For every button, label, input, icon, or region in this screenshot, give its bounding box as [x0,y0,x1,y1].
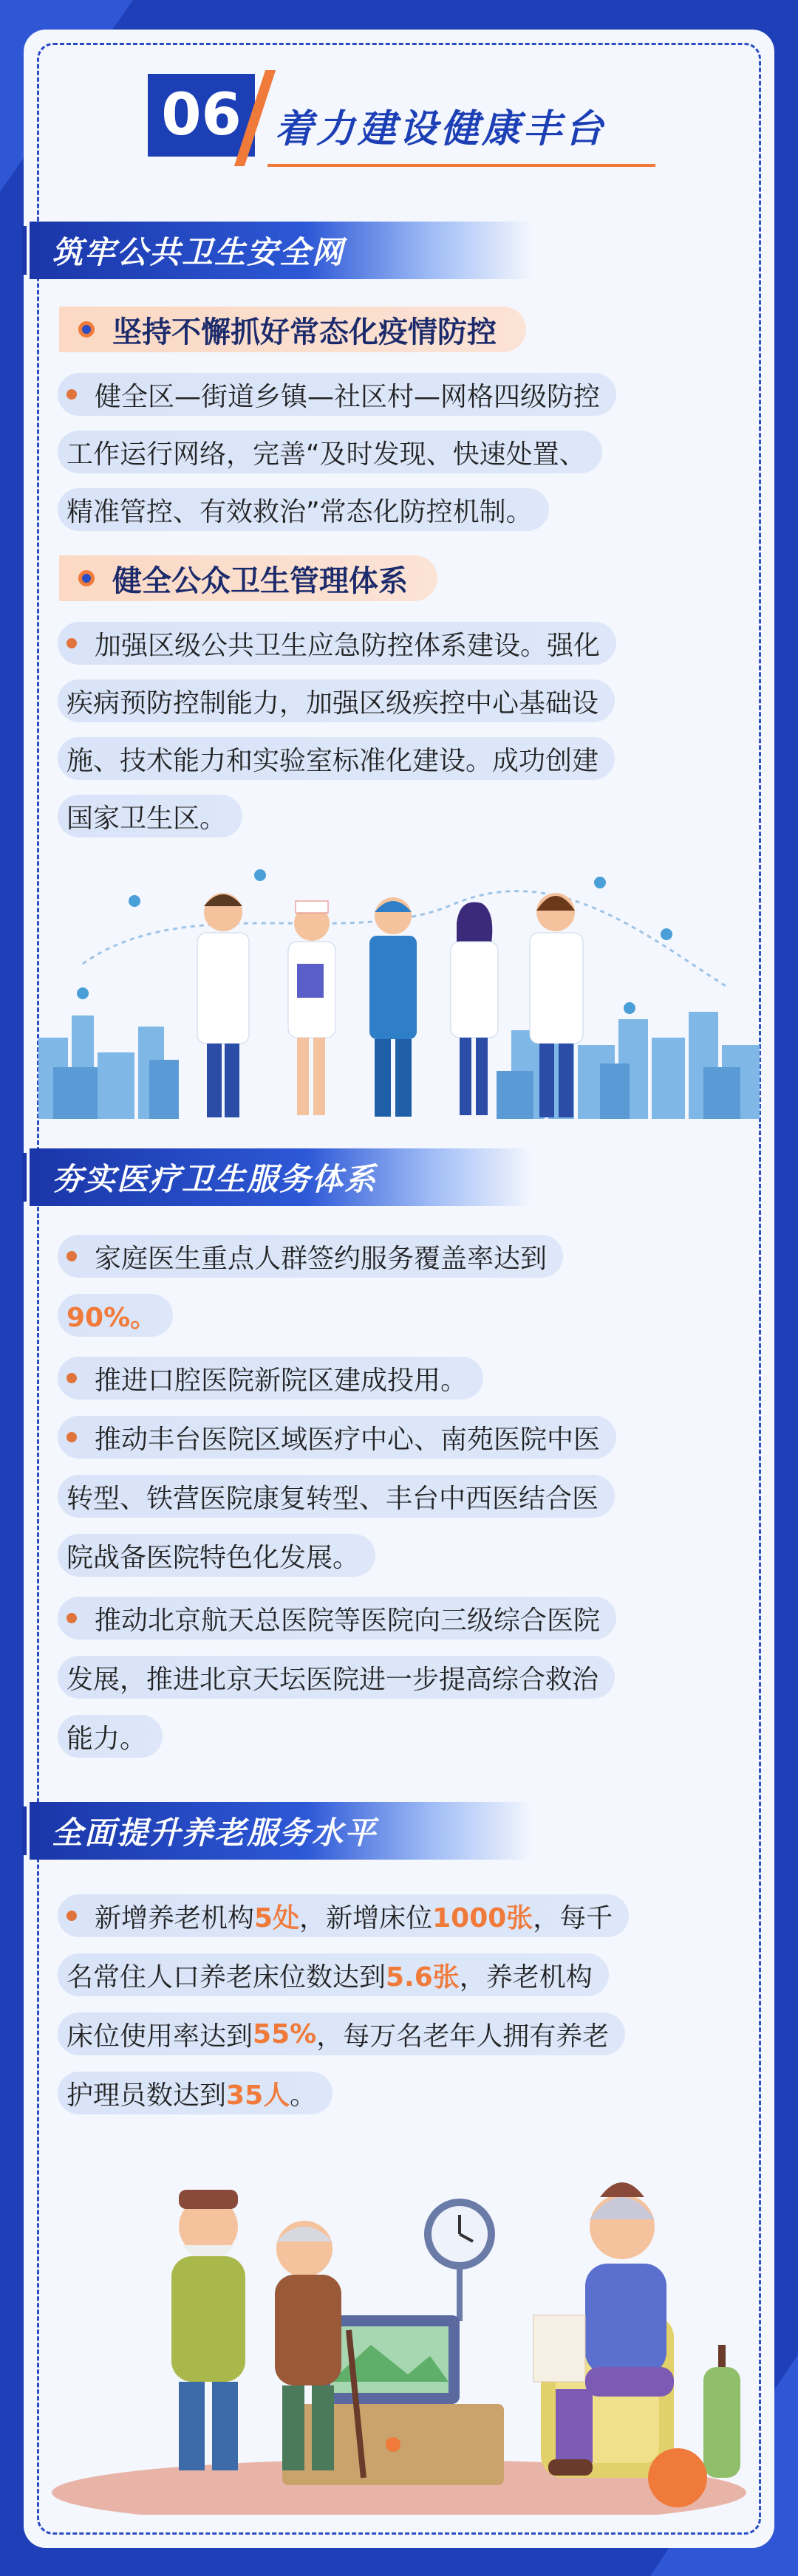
elderly-illustration-svg [38,2145,760,2515]
body-text: 能力。 [66,1723,147,1754]
heading-dot-icon [78,321,95,338]
highlight-value: 1000张 [432,1902,533,1933]
subsection-heading [59,306,526,352]
subsection-heading-text: 坚持不懈抓好常态化疫情防控 [112,315,497,349]
section-banner [30,1802,532,1860]
body-text: 院战备医院特色化发展。 [66,1542,360,1573]
section-title: 全面提升养老服务水平 [52,1815,378,1851]
section-title: 筑牢公共卫生安全网 [52,234,345,270]
heading-dot-icon [78,570,95,586]
body-line [58,1416,616,1459]
body-line [58,2072,332,2114]
body-text: ，每千 [533,1902,613,1933]
page-title: 着力建设健康丰台 [275,107,607,151]
body-line [58,2012,625,2055]
body-line [58,679,615,722]
highlight-value: 90%。 [66,1302,157,1333]
body-line [58,431,602,473]
body-line [58,1715,163,1758]
body-line [58,795,242,837]
bullet-icon [66,1251,77,1261]
body-text: 推动丰台医院区域医疗中心、南苑医院中医 [95,1424,601,1455]
body-text: 推动北京航天总医院等医院向三级综合医院 [95,1605,601,1636]
body-text: 转型、铁营医院康复转型、丰台中西医结合医 [66,1483,599,1514]
body-line [58,1357,483,1400]
bullet-icon [66,389,77,400]
body-text: 健全区—街道乡镇—社区村—网格四级防控 [95,381,601,412]
body-text: 发展，推进北京天坛医院进一步提高综合救治 [66,1664,599,1695]
bullet-icon [66,1432,77,1442]
body-line [58,488,549,531]
section-title: 夯实医疗卫生服务体系 [52,1161,378,1197]
body-text: 名常住人口养老床位数达到 [66,1962,386,1993]
body-text: 疾病预防控制能力，加强区级疾控中心基础设 [66,688,599,719]
body-text: 精准管控、有效救治”常态化防控机制。 [66,496,533,527]
body-text: 护理员数达到 [66,2080,227,2111]
bullet-icon [66,1373,77,1383]
bullet-icon [66,638,77,648]
body-line [58,1534,375,1577]
body-line [58,1953,609,1996]
body-line [58,1235,563,1278]
subsection-heading [59,555,437,601]
section-number: 06 [148,74,255,157]
highlight-value: 35人 [226,2080,290,2111]
body-line [58,1294,173,1337]
medical-staff-illustration [38,860,760,1119]
body-text: 加强区级公共卫生应急防控体系建设。强化 [95,630,601,661]
subsection-heading-text: 健全公众卫生管理体系 [112,564,408,598]
body-text: 家庭医生重点人群签约服务覆盖率达到 [95,1243,548,1274]
section-banner [30,1148,532,1206]
highlight-value: 5.6张 [386,1962,460,1993]
body-line [58,1475,615,1518]
body-line [58,373,616,416]
body-line [58,737,615,780]
medical-illustration-svg [38,860,760,1119]
section-banner [30,222,532,279]
body-line [58,1894,629,1937]
body-line [58,622,616,665]
body-text: 床位使用率达到 [66,2021,253,2052]
elderly-care-illustration [38,2145,760,2515]
highlight-value: 55% [253,2018,317,2049]
body-text: 国家卫生区。 [66,803,227,834]
bullet-icon [66,1613,77,1623]
body-text: ，养老机构 [459,1962,593,1993]
body-text: 推进口腔医院新院区建成投用。 [95,1365,468,1396]
body-text: 施、技术能力和实验室标准化建设。成功创建 [66,745,599,776]
body-text: ，每万名老年人拥有养老 [316,2021,610,2052]
body-line [58,1656,615,1699]
bullet-icon [66,1911,77,1921]
title-underline [267,164,655,167]
body-text: ，新增床位 [299,1902,433,1933]
body-text: 新增养老机构 [95,1902,255,1933]
body-line [58,1597,616,1640]
highlight-value: 5处 [254,1902,300,1933]
body-text: 工作运行网络，完善“及时发现、快速处置、 [66,439,586,470]
body-text: 。 [290,2080,317,2111]
